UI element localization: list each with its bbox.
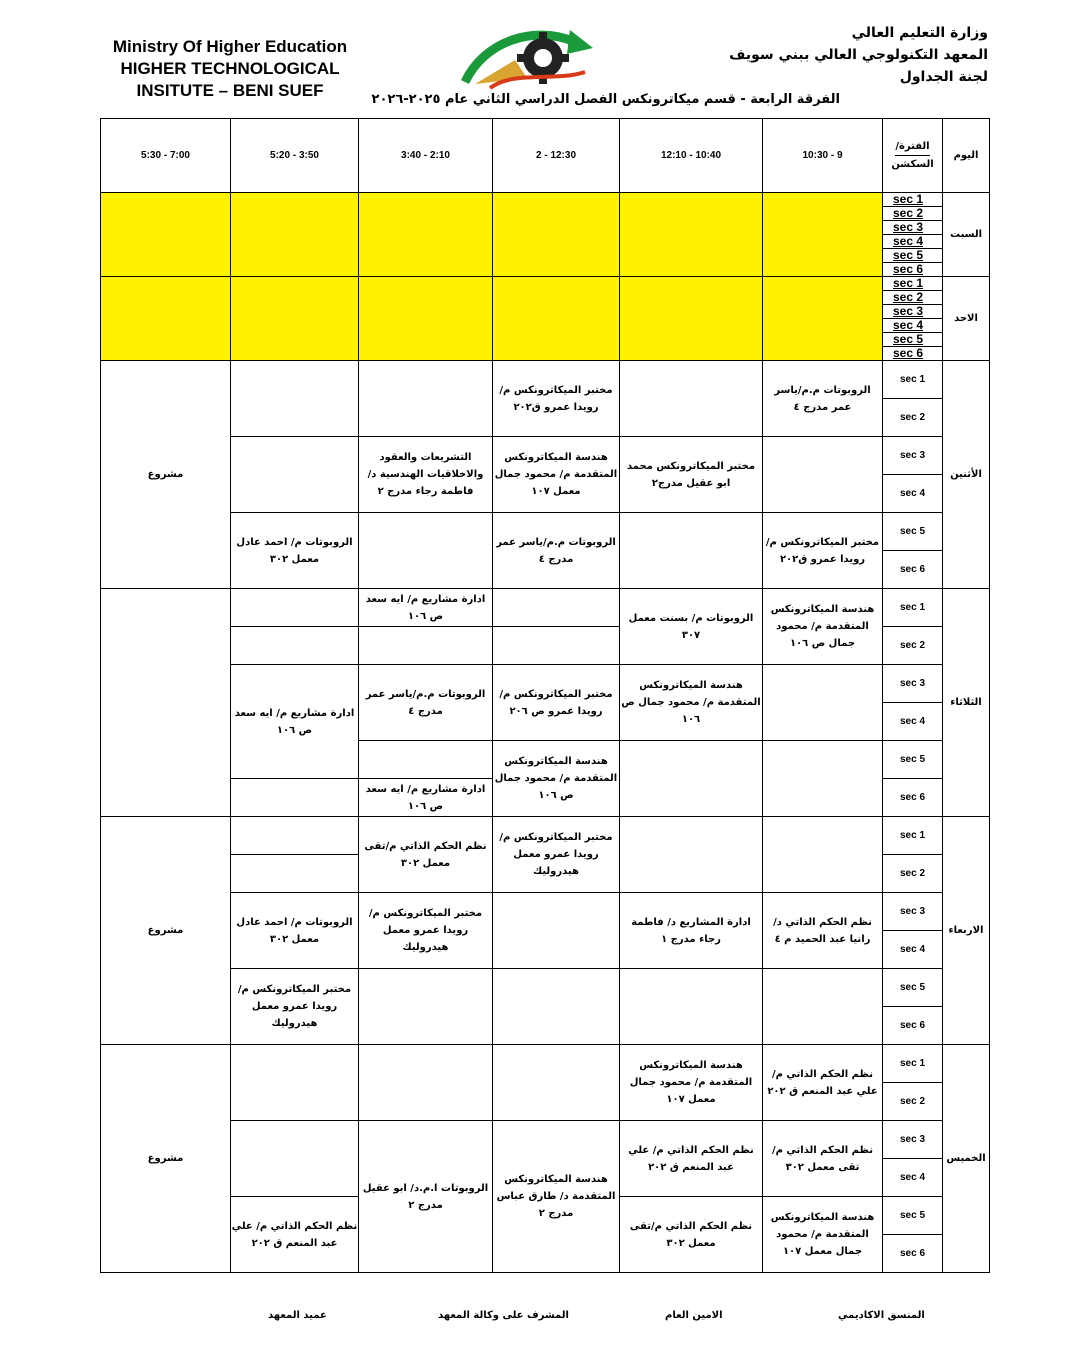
empty-cell [231, 779, 359, 817]
section-label: sec 5 [883, 249, 942, 263]
schedule-table [100, 118, 990, 1273]
empty-cell [763, 193, 883, 277]
empty-cell [620, 193, 763, 277]
class-cell: الروبوتات م/ احمد عادل معمل ٣٠٢ [231, 893, 359, 969]
table-row [101, 437, 990, 475]
empty-cell [763, 277, 883, 361]
time-header: 3:50 - 5:20 [231, 119, 359, 193]
class-cell: الروبوتات م/ بسنت معمل ٣٠٧ [620, 589, 763, 665]
section-label: sec 6 [883, 1007, 943, 1045]
section-label: sec 3 [883, 437, 943, 475]
class-cell: ادارة مشاريع م/ ايه سعد ص ١٠٦ [359, 589, 493, 627]
ministry-name: Ministry Of Higher Education [112, 37, 348, 56]
section-label: sec 1 [883, 277, 942, 291]
section-label: sec 2 [883, 855, 943, 893]
empty-cell [763, 741, 883, 817]
schedule-subtitle: الفرقة الرابعة - قسم ميكاترونكس الفصل الدراسي الثاني عام ٢٠٢٥-٢٠٢٦ [371, 92, 840, 107]
empty-cell [231, 1045, 359, 1121]
period-header [883, 119, 943, 193]
signature-coordinator: المنسق الاكاديمي [838, 1310, 925, 1321]
period-header-line2: السكشن [891, 159, 934, 170]
class-cell: الروبوتات م.م/ياسر عمر مدرج ٤ [763, 361, 883, 437]
empty-cell [101, 277, 231, 361]
empty-cell [359, 1045, 493, 1121]
section-list [883, 277, 943, 361]
section-label: sec 2 [883, 291, 942, 305]
signature-dean: عميد المعهد [268, 1310, 327, 1321]
empty-cell [620, 741, 763, 817]
class-cell: ادارة مشاريع م/ ايه سعد ص ١٠٦ [359, 779, 493, 817]
section-label: sec 2 [883, 399, 943, 437]
class-cell: التشريعات والعقود والاخلاقيات الهندسية د/فاطمة رجاء مدرج ٢ [359, 437, 493, 513]
project-cell: مشروع [101, 1045, 231, 1273]
section-label: sec 1 [883, 1045, 943, 1083]
section-label: sec 6 [883, 779, 943, 817]
day-row-sat [101, 193, 990, 277]
empty-cell [493, 1045, 620, 1121]
empty-cell [620, 277, 763, 361]
empty-cell [359, 741, 493, 779]
table-row [101, 589, 990, 627]
class-cell: هندسة الميكاترونكس المتقدمة م/ محمود جمال ص ١٠٦ [493, 741, 620, 817]
empty-cell [231, 193, 359, 277]
class-cell: هندسة الميكاترونكس المتقدمة م/ محمود جمال معمل ١٠٧ [493, 437, 620, 513]
class-cell: نظم الحكم الذاتي م/ علي عبد المنعم ق ٢٠٢ [231, 1197, 359, 1273]
section-label: sec 3 [883, 665, 943, 703]
class-cell: الروبوتات م.م/ياسر عمر مدرج ٤ [493, 513, 620, 589]
class-cell: نظم الحكم الذاتي د/ رانيا عبد الحميد م ٤ [763, 893, 883, 969]
committee-name-ar: لجنة الجداول [899, 69, 988, 85]
table-row [101, 513, 990, 551]
class-cell: ادارة مشاريع م/ ايه سعد ص ١٠٦ [231, 665, 359, 779]
institute-logo-icon [445, 20, 605, 90]
empty-cell [620, 817, 763, 893]
time-header: 9 - 10:30 [763, 119, 883, 193]
section-label: sec 4 [883, 475, 943, 513]
header-arabic [729, 22, 988, 88]
section-label: sec 2 [883, 207, 942, 221]
class-cell: نظم الحكم الذاتي م/تقى معمل ٣٠٢ [620, 1197, 763, 1273]
section-label: sec 6 [893, 262, 924, 276]
section-label: sec 2 [883, 1083, 943, 1121]
header-row [101, 119, 990, 193]
section-label: sec 1 [883, 193, 942, 207]
class-cell: هندسة الميكاترونكس المتقدمة م/ محمود جمال معمل ١٠٧ [763, 1197, 883, 1273]
table-row [101, 1045, 990, 1083]
section-label: sec 5 [883, 1197, 943, 1235]
empty-cell [231, 1121, 359, 1197]
class-cell: مختبر الميكاترونكس م/ رويدا عمرو ق٢٠٢ [493, 361, 620, 437]
table-row [101, 817, 990, 855]
class-cell: الروبوتات م.م/ياسر عمر مدرج ٤ [359, 665, 493, 741]
section-label: sec 4 [883, 1159, 943, 1197]
day-label: الأثنين [943, 361, 990, 589]
empty-cell [493, 589, 620, 627]
section-label: sec 4 [883, 235, 942, 249]
institute-city: INSITUTE – BENI SUEF [136, 81, 324, 100]
class-cell: مختبر الميكاترونكس محمد ابو عقيل مدرج٢ [620, 437, 763, 513]
institute-name-ar: المعهد التكنولوجي العالي ببني سويف [729, 47, 988, 63]
empty-cell [231, 817, 359, 855]
ministry-name-ar: وزارة التعليم العالي [851, 25, 988, 41]
class-cell: هندسة الميكاترونكس المتقدمة د/ طارق عباس مدرج ٢ [493, 1121, 620, 1273]
section-label: sec 1 [883, 589, 943, 627]
day-label: السبت [943, 193, 990, 277]
institute-name: HIGHER TECHNOLOGICAL [120, 59, 340, 78]
section-label: sec 5 [883, 333, 942, 347]
empty-cell [101, 589, 231, 817]
empty-cell [359, 361, 493, 437]
empty-cell [763, 665, 883, 741]
class-cell: نظم الحكم الذاتي م/تقى معمل ٣٠٢ [763, 1121, 883, 1197]
class-cell: هندسة الميكاترونكس المتقدمة م/ محمود جمال ص ١٠٦ [763, 589, 883, 665]
empty-cell [493, 627, 620, 665]
class-cell: مختبر الميكاترونكس م/ رويدا عمرو معمل هيدروليك [231, 969, 359, 1045]
empty-cell [620, 361, 763, 437]
section-label: sec 3 [883, 893, 943, 931]
class-cell: مختبر الميكاترونكس م/ رويدا عمرو معمل هيدروليك [359, 893, 493, 969]
section-label: sec 4 [883, 931, 943, 969]
table-row [101, 361, 990, 399]
time-header: 12:30 - 2 [493, 119, 620, 193]
section-label: sec 5 [883, 969, 943, 1007]
class-cell: نظم الحكم الذاتي م/تقى معمل ٣٠٢ [359, 817, 493, 893]
class-cell: الروبوتات ا.م.د/ ابو عقيل مدرج ٢ [359, 1121, 493, 1273]
class-cell: ادارة المشاريع د/ فاطمة رجاء مدرج ١ [620, 893, 763, 969]
signature-secretary: الامين العام [665, 1310, 723, 1321]
time-header: 2:10 - 3:40 [359, 119, 493, 193]
section-label: sec 3 [883, 221, 942, 235]
class-cell: نظم الحكم الذاتي م/ علي عبد المنعم ق ٢٠٢ [763, 1045, 883, 1121]
section-label: sec 5 [883, 513, 943, 551]
section-label: sec 4 [883, 703, 943, 741]
empty-cell [620, 513, 763, 589]
table-row [101, 665, 990, 703]
empty-cell [359, 627, 493, 665]
section-label: sec 4 [883, 319, 942, 333]
section-label: sec 1 [883, 361, 943, 399]
class-cell: مختبر الميكاترونكس م/ رويدا عمرو ق٢٠٢ [763, 513, 883, 589]
class-cell: الروبوتات م/ احمد عادل معمل ٣٠٢ [231, 513, 359, 589]
section-label: sec 2 [883, 627, 943, 665]
day-header: اليوم [943, 119, 990, 193]
class-cell: مختبر الميكاترونكس م/ رويدا عمرو معمل هيدروليك [493, 817, 620, 893]
section-label: sec 6 [893, 346, 924, 360]
empty-cell [359, 193, 493, 277]
empty-cell [231, 589, 359, 627]
project-cell: مشروع [101, 817, 231, 1045]
class-cell: هندسة الميكاترونكس المتقدمة م/ محمود جمال ص ١٠٦ [620, 665, 763, 741]
project-cell: مشروع [101, 361, 231, 589]
table-row [101, 1121, 990, 1159]
empty-cell [231, 361, 359, 437]
day-label: الخميس [943, 1045, 990, 1273]
table-row [101, 969, 990, 1007]
empty-cell [763, 969, 883, 1045]
day-row-sun [101, 277, 990, 361]
empty-cell [763, 437, 883, 513]
empty-cell [493, 969, 620, 1045]
period-header-line1: الفترة/ [895, 138, 929, 156]
section-list [883, 193, 943, 277]
empty-cell [101, 193, 231, 277]
time-header: 10:40 - 12:10 [620, 119, 763, 193]
empty-cell [231, 277, 359, 361]
section-label: sec 5 [883, 741, 943, 779]
empty-cell [493, 193, 620, 277]
class-cell: نظم الحكم الذاتي م/ علي عبد المنعم ق ٢٠٢ [620, 1121, 763, 1197]
section-label: sec 6 [883, 1235, 943, 1273]
signature-supervisor: المشرف على وكالة المعهد [438, 1310, 569, 1321]
section-label: sec 1 [883, 817, 943, 855]
empty-cell [493, 277, 620, 361]
empty-cell [763, 817, 883, 893]
empty-cell [359, 969, 493, 1045]
empty-cell [231, 437, 359, 513]
empty-cell [359, 513, 493, 589]
empty-cell [620, 969, 763, 1045]
time-header: 7:00 - 5:30 [101, 119, 231, 193]
header-english [100, 36, 360, 102]
day-label: الاحد [943, 277, 990, 361]
class-cell: مختبر الميكاترونكس م/ رويدا عمرو ص ٢٠٦ [493, 665, 620, 741]
class-cell: هندسة الميكاترونكس المتقدمة م/ محمود جمال معمل ١٠٧ [620, 1045, 763, 1121]
table-row [101, 893, 990, 931]
section-label: sec 6 [883, 551, 943, 589]
section-label: sec 3 [883, 1121, 943, 1159]
empty-cell [359, 277, 493, 361]
day-label: الاربعاء [943, 817, 990, 1045]
empty-cell [493, 893, 620, 969]
section-label: sec 3 [883, 305, 942, 319]
empty-cell [231, 627, 359, 665]
day-label: الثلاثاء [943, 589, 990, 817]
empty-cell [231, 855, 359, 893]
